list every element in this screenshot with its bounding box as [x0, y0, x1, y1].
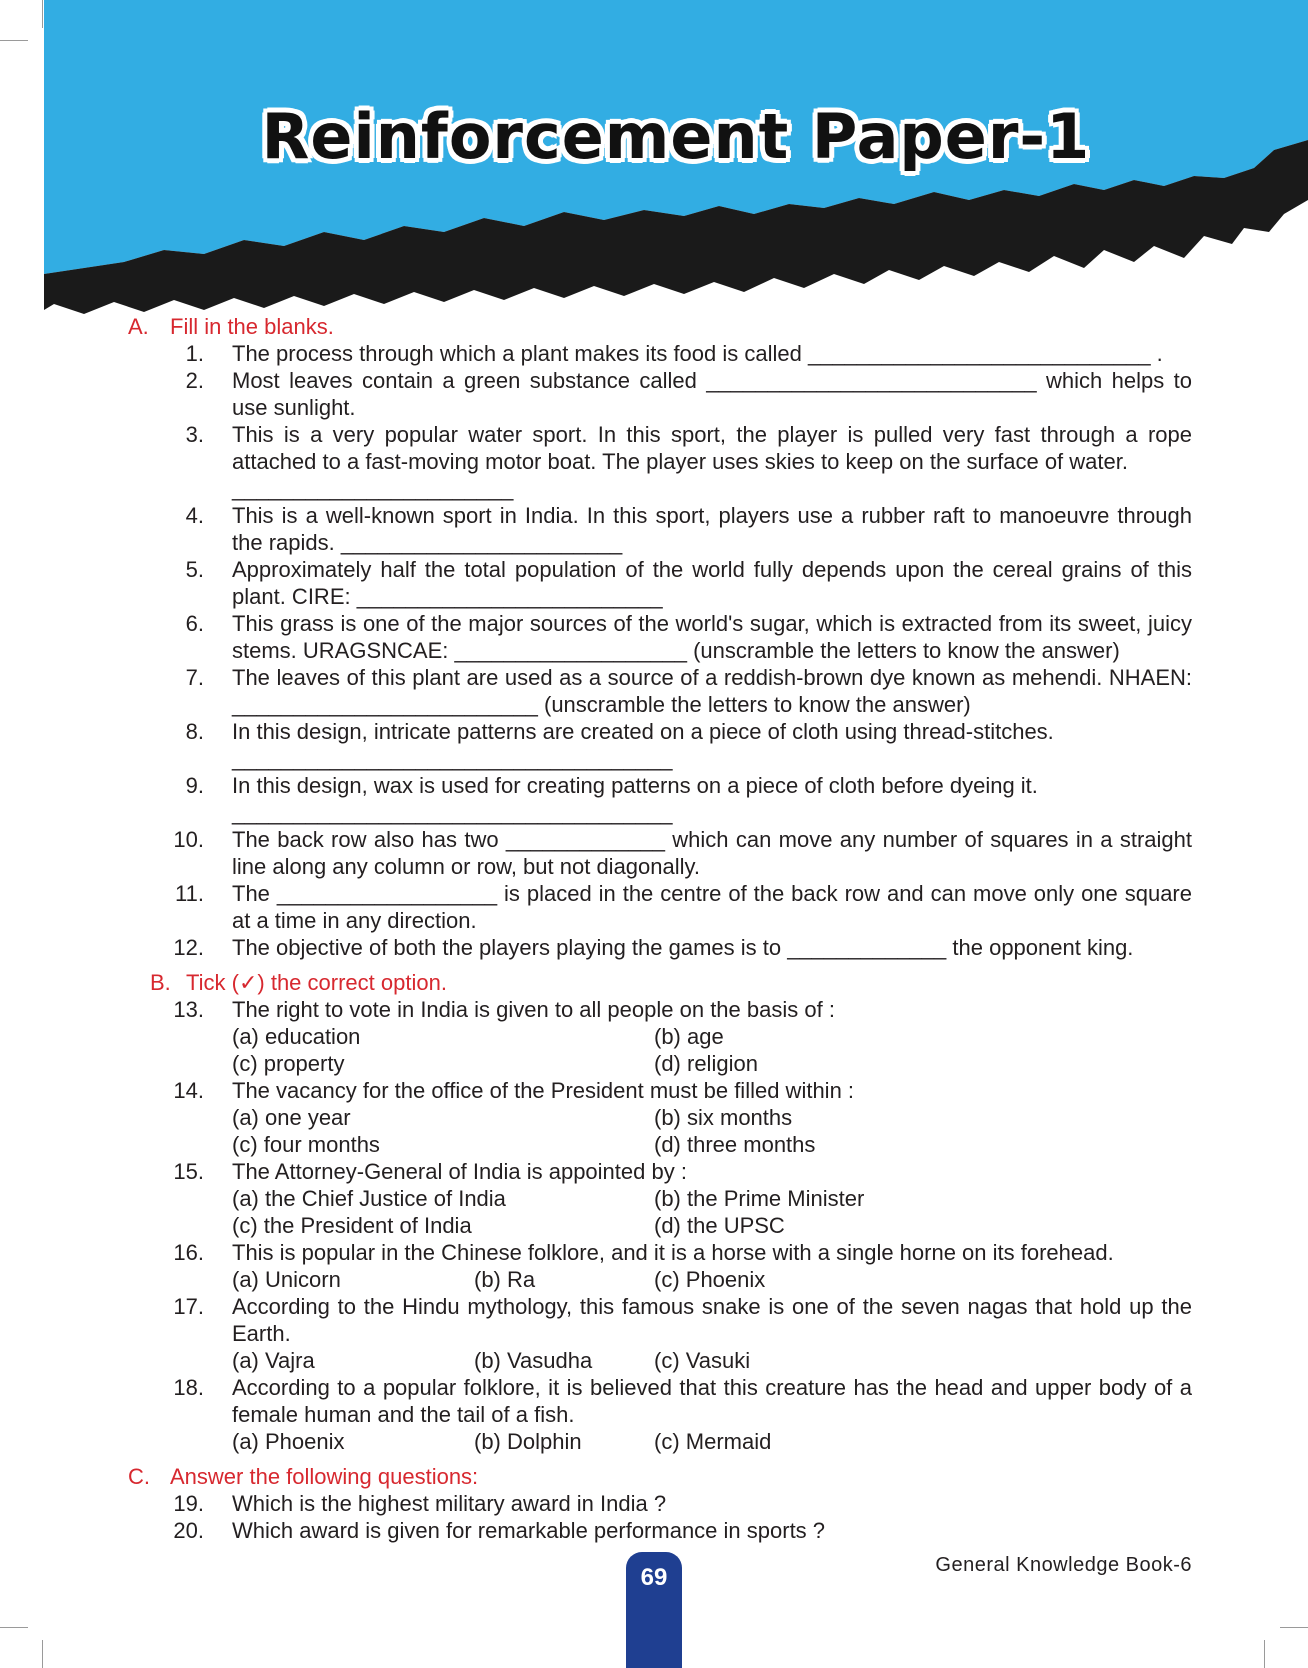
- section-title-start: Tick (: [186, 970, 239, 995]
- answer-blank: ____________________________________: [232, 746, 673, 771]
- question-text: The back row also has two _____________ which can move any number of squares in a straight line along any column or row, but not diagonally.: [232, 827, 1192, 879]
- question-item: [0, 367, 1308, 421]
- question-item: [0, 1517, 1308, 1544]
- section-letter: A.: [128, 314, 149, 339]
- question-text: The Attorney-General of India is appointed by :: [232, 1159, 687, 1184]
- question-number: 11.: [175, 881, 204, 906]
- option[interactable]: (d) three months: [654, 1132, 816, 1157]
- crop-mark: [0, 1627, 28, 1628]
- mcq-item: [0, 996, 1308, 1077]
- option[interactable]: (b) Ra: [474, 1267, 536, 1292]
- option-row: [0, 1266, 1308, 1293]
- option[interactable]: (d) religion: [654, 1051, 758, 1076]
- question-number: 7.: [185, 665, 204, 690]
- option[interactable]: (b) six months: [654, 1105, 793, 1130]
- question-text: Most leaves contain a green substance called ___________________________ which helps to use sunlight.: [232, 368, 1192, 420]
- question-number: 16.: [173, 1240, 204, 1265]
- mcq-item: [0, 1374, 1308, 1455]
- question-text: The process through which a plant makes its food is called ____________________________ .: [232, 341, 1163, 366]
- section-b-heading: [0, 969, 1308, 996]
- section-title: [186, 969, 447, 996]
- question-number: 2.: [185, 368, 204, 393]
- question-item: [0, 880, 1308, 934]
- question-number: 9.: [185, 773, 204, 798]
- option-row: [0, 1185, 1308, 1212]
- option[interactable]: (c) property: [232, 1051, 345, 1076]
- option[interactable]: (a) Phoenix: [232, 1429, 345, 1454]
- question-text: The leaves of this plant are used as a source of a reddish-brown dye known as mehendi. NHAEN: _________________________ (unscramble the letters to know the answer): [232, 665, 1192, 717]
- option[interactable]: (a) Unicorn: [232, 1267, 341, 1292]
- question-text: The vacancy for the office of the President must be filled within :: [232, 1078, 855, 1103]
- question-number: 20.: [173, 1518, 204, 1543]
- section-a-heading: [0, 313, 1308, 340]
- question-number: 3.: [185, 422, 204, 447]
- option[interactable]: (a) education: [232, 1024, 361, 1049]
- page-number-tab: [626, 1552, 682, 1668]
- question-text: According to the Hindu mythology, this famous snake is one of the seven nagas that hold up the Earth.: [232, 1294, 1192, 1346]
- crop-mark: [42, 1640, 43, 1668]
- option-row: [0, 1347, 1308, 1374]
- question-text: The right to vote in India is given to all people on the basis of :: [232, 997, 835, 1022]
- option-row: [0, 1428, 1308, 1455]
- crop-mark: [42, 0, 43, 28]
- question-text: This grass is one of the major sources of the world's sugar, which is extracted from its sweet, juicy stems. URAGSNCAE: ___________________ (unscramble the letters to know the answer): [232, 611, 1192, 663]
- option-row: [0, 1212, 1308, 1239]
- question-item: [0, 1490, 1308, 1517]
- crop-mark: [0, 40, 28, 41]
- question-item: [0, 934, 1308, 961]
- question-number: 8.: [185, 719, 204, 744]
- section-title: Answer the following questions:: [170, 1464, 479, 1489]
- question-text: In this design, intricate patterns are created on a piece of cloth using thread-stitches.: [232, 719, 1054, 744]
- question-number: 1.: [185, 341, 204, 366]
- option[interactable]: (c) Mermaid: [654, 1429, 772, 1454]
- question-item: [0, 826, 1308, 880]
- option-row: [0, 1131, 1308, 1158]
- question-item: [0, 664, 1308, 718]
- option[interactable]: (b) age: [654, 1024, 724, 1049]
- question-item: [0, 421, 1308, 502]
- question-number: 5.: [185, 557, 204, 582]
- option[interactable]: (c) Phoenix: [654, 1267, 766, 1292]
- question-number: 14.: [173, 1078, 204, 1103]
- header-banner: [44, 0, 1308, 320]
- page-number: 69: [640, 1564, 668, 1591]
- question-number: 18.: [173, 1375, 204, 1400]
- question-number: 12.: [173, 935, 204, 960]
- question-number: 13.: [173, 997, 204, 1022]
- question-text: In this design, wax is used for creating patterns on a piece of cloth before dyeing it.: [232, 773, 1038, 798]
- question-text: Which is the highest military award in India ?: [232, 1491, 667, 1516]
- question-item: [0, 772, 1308, 826]
- question-text: This is a well-known sport in India. In this sport, players use a rubber raft to manoeuvre through the rapids. _______________________: [232, 503, 1192, 555]
- option[interactable]: (a) one year: [232, 1105, 351, 1130]
- option-row: [0, 1104, 1308, 1131]
- question-number: 4.: [185, 503, 204, 528]
- question-text: The objective of both the players playing the games is to _____________ the opponent king.: [232, 935, 1134, 960]
- question-text: The __________________ is placed in the centre of the back row and can move only one square at a time in any direction.: [232, 881, 1192, 933]
- tick-icon: ✓: [238, 970, 258, 995]
- option[interactable]: (a) the Chief Justice of India: [232, 1186, 506, 1211]
- option-row: [0, 1050, 1308, 1077]
- question-number: 15.: [173, 1159, 204, 1184]
- option[interactable]: (b) Vasudha: [474, 1348, 593, 1373]
- section-c-heading: [0, 1463, 1308, 1490]
- mcq-item: [0, 1077, 1308, 1158]
- option[interactable]: (a) Vajra: [232, 1348, 315, 1373]
- question-number: 17.: [173, 1294, 204, 1319]
- question-text: According to a popular folklore, it is believed that this creature has the head and upper body of a female human and the tail of a fish.: [232, 1375, 1192, 1427]
- question-number: 10.: [173, 827, 204, 852]
- question-text: Which award is given for remarkable performance in sports ?: [232, 1518, 826, 1543]
- option-row: [0, 1023, 1308, 1050]
- option[interactable]: (b) Dolphin: [474, 1429, 582, 1454]
- question-text: This is a very popular water sport. In this sport, the player is pulled very fast through a rope attached to a fast-moving motor boat. The player uses skies to keep on the surface of water.: [232, 422, 1192, 474]
- page-title: Reinforcement Paper-1: [261, 100, 1091, 173]
- mcq-item: [0, 1239, 1308, 1293]
- section-letter: C.: [128, 1464, 150, 1489]
- worksheet-content: [0, 313, 1308, 1544]
- question-item: [0, 502, 1308, 556]
- mcq-item: [0, 1293, 1308, 1374]
- option[interactable]: (c) Vasuki: [654, 1348, 751, 1373]
- question-item: [0, 718, 1308, 772]
- option[interactable]: (b) the Prime Minister: [654, 1186, 865, 1211]
- section-title-end: ) the correct option.: [257, 970, 447, 995]
- question-item: [0, 556, 1308, 610]
- question-item: [0, 610, 1308, 664]
- crop-mark: [1264, 1640, 1265, 1668]
- book-title: General Knowledge Book-6: [935, 1554, 1192, 1576]
- crop-mark: [1280, 1627, 1308, 1628]
- question-number: 19.: [173, 1491, 204, 1516]
- question-text: This is popular in the Chinese folklore, and it is a horse with a single horne on its forehead.: [232, 1240, 1114, 1265]
- section-title: Fill in the blanks.: [170, 314, 334, 339]
- question-item: [0, 340, 1308, 367]
- section-letter: B.: [150, 970, 171, 995]
- question-text: Approximately half the total population of the world fully depends upon the cereal grains of this plant. CIRE: _________________________: [232, 557, 1192, 609]
- option[interactable]: (c) the President of India: [232, 1213, 472, 1238]
- question-number: 6.: [185, 611, 204, 636]
- answer-blank: ____________________________________: [232, 800, 673, 825]
- mcq-item: [0, 1158, 1308, 1239]
- option[interactable]: (c) four months: [232, 1132, 380, 1157]
- answer-blank: _______________________: [232, 476, 514, 501]
- option[interactable]: (d) the UPSC: [654, 1213, 785, 1238]
